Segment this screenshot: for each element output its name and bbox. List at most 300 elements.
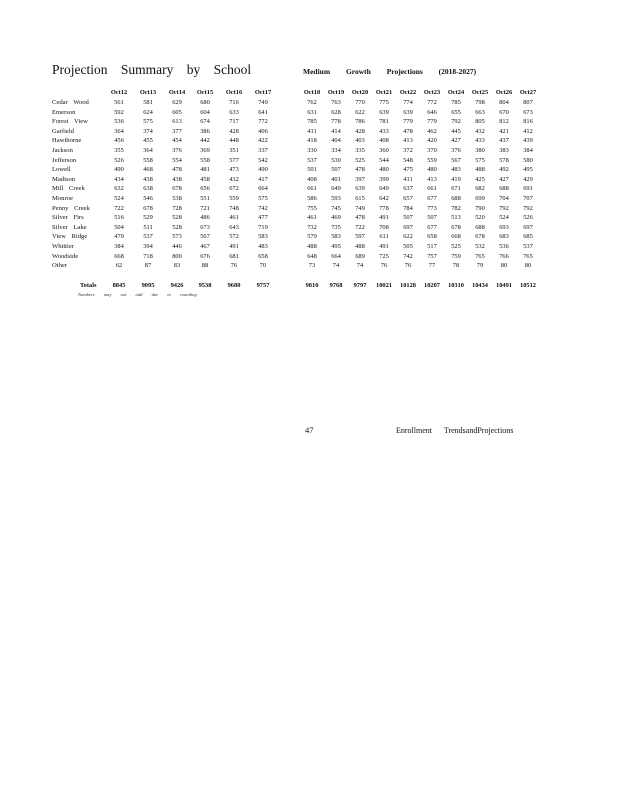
table-cell: 461 xyxy=(307,214,317,222)
table-cell: 749 xyxy=(355,204,365,212)
table-cell: 779 xyxy=(427,118,437,126)
table-cell: 488 xyxy=(307,243,317,250)
table-cell: 408 xyxy=(379,137,389,145)
table-cell: 355 xyxy=(114,147,124,154)
table-cell: 672 xyxy=(229,185,239,193)
table-cell: 611 xyxy=(379,233,389,241)
table-cell: 693 xyxy=(499,223,509,231)
table-cell: 615 xyxy=(355,195,365,202)
table-cell: 446 xyxy=(172,243,182,250)
table-cell: 372 xyxy=(403,147,413,154)
column-header-oct19: Oct19 xyxy=(327,89,345,96)
title-left: Projection Summary by School xyxy=(52,62,252,77)
table-cell: 516 xyxy=(114,214,124,222)
table-cell: 74 xyxy=(332,262,340,270)
table-cell: 575 xyxy=(475,156,485,164)
table-cell: 673 xyxy=(523,108,533,116)
table-cell: 668 xyxy=(114,252,124,260)
table-cell: 775 xyxy=(379,99,389,106)
table-cell: 774 xyxy=(403,99,413,106)
table-cell: 688 xyxy=(475,223,485,231)
table-cell: 663 xyxy=(475,108,485,116)
table-cell: 567 xyxy=(200,233,210,241)
table-cell: 397 xyxy=(355,175,365,183)
table-cell: 495 xyxy=(523,166,533,174)
total-cell: 10021 xyxy=(376,282,392,289)
table-cell: 559 xyxy=(229,195,239,202)
table-cell: 380 xyxy=(475,147,485,154)
table-cell: 475 xyxy=(403,166,413,174)
table-cell: 681 xyxy=(229,252,239,260)
table-cell: 488 xyxy=(475,166,485,174)
table-cell: 528 xyxy=(172,214,182,222)
table-cell: 658 xyxy=(258,252,268,260)
table-cell: 520 xyxy=(475,214,485,222)
table-cell: 577 xyxy=(229,156,239,164)
table-cell: 467 xyxy=(200,243,210,250)
table-cell: 422 xyxy=(258,137,268,145)
table-cell: 433 xyxy=(379,127,389,135)
table-cell: 649 xyxy=(331,185,341,193)
column-header-oct22: Oct22 xyxy=(399,89,417,96)
table-cell: 558 xyxy=(200,156,210,164)
table-cell: 670 xyxy=(499,108,509,116)
table-cell: 505 xyxy=(403,243,413,250)
table-cell: 528 xyxy=(172,223,182,231)
school-name: Lowell xyxy=(52,166,71,174)
school-name: Cedar Wood xyxy=(52,99,89,106)
table-cell: 632 xyxy=(114,185,124,193)
table-cell: 766 xyxy=(499,252,509,260)
table-cell: 765 xyxy=(523,252,533,260)
table-cell: 742 xyxy=(258,204,268,212)
table-cell: 639 xyxy=(379,108,389,116)
table-cell: 438 xyxy=(172,175,182,183)
table-cell: 370 xyxy=(427,147,437,154)
table-cell: 418 xyxy=(307,137,317,145)
column-header-oct20: Oct20 xyxy=(351,89,369,96)
school-name: View Ridge xyxy=(52,233,88,241)
table-cell: 561 xyxy=(114,99,124,106)
table-cell: 631 xyxy=(307,108,317,116)
table-cell: 413 xyxy=(427,175,437,183)
table-cell: 79 xyxy=(476,262,484,270)
table-cell: 495 xyxy=(331,243,341,250)
table-cell: 688 xyxy=(499,185,509,193)
table-cell: 403 xyxy=(355,137,365,145)
table-cell: 708 xyxy=(379,223,389,231)
table-cell: 532 xyxy=(475,243,485,250)
table-cell: 677 xyxy=(427,223,437,231)
table-cell: 678 xyxy=(451,223,461,231)
school-name: Forest View xyxy=(52,118,88,126)
table-cell: 480 xyxy=(379,166,389,174)
table-cell: 678 xyxy=(172,185,182,193)
table-cell: 334 xyxy=(331,147,341,154)
table-cell: 542 xyxy=(258,156,268,164)
table-cell: 490 xyxy=(114,166,124,174)
table-cell: 575 xyxy=(258,195,268,202)
total-cell: 10310 xyxy=(448,282,464,289)
table-cell: 62 xyxy=(115,262,123,270)
table-cell: 580 xyxy=(523,156,533,164)
table-cell: 719 xyxy=(258,223,268,231)
table-cell: 417 xyxy=(258,175,268,183)
table-cell: 438 xyxy=(143,175,153,183)
table-cell: 604 xyxy=(200,108,210,116)
table-cell: 448 xyxy=(229,137,239,145)
school-name: Other xyxy=(52,262,68,270)
total-cell: 9757 xyxy=(256,282,270,289)
school-name: Jefferson xyxy=(52,156,77,164)
total-cell: 8845 xyxy=(112,282,126,289)
table-cell: 772 xyxy=(258,118,268,126)
table-cell: 439 xyxy=(523,137,533,145)
column-header-oct26: Oct26 xyxy=(495,89,513,96)
table-cell: 688 xyxy=(451,195,461,202)
table-cell: 473 xyxy=(229,166,239,174)
table-cell: 78 xyxy=(452,262,460,270)
school-name: Emerson xyxy=(52,108,76,116)
school-name: Hawthorne xyxy=(52,137,82,145)
table-cell: 772 xyxy=(427,99,437,106)
table-cell: 658 xyxy=(427,233,437,241)
table-cell: 507 xyxy=(427,214,437,222)
total-cell: 10207 xyxy=(424,282,440,289)
table-cell: 478 xyxy=(355,166,365,174)
table-cell: 680 xyxy=(200,99,210,106)
table-cell: 579 xyxy=(307,233,317,241)
table-cell: 765 xyxy=(475,252,485,260)
school-name: Garfield xyxy=(52,127,74,135)
table-cell: 790 xyxy=(475,204,485,212)
rounding-note: Numbers may not add due to rounding xyxy=(78,292,197,297)
table-cell: 721 xyxy=(200,204,210,212)
total-cell: 10434 xyxy=(472,282,488,289)
table-cell: 536 xyxy=(499,243,509,250)
table-cell: 691 xyxy=(523,185,533,193)
table-cell: 792 xyxy=(451,118,461,126)
column-header-oct27: Oct27 xyxy=(519,89,537,96)
footer-text: Enrollment TrendsandProjections xyxy=(396,426,514,435)
table-cell: 511 xyxy=(143,223,153,231)
table-cell: 491 xyxy=(229,243,239,250)
table-cell: 488 xyxy=(355,243,365,250)
column-header-oct12: Oct12 xyxy=(110,89,128,96)
table-cell: 786 xyxy=(355,118,365,126)
table-cell: 718 xyxy=(143,252,153,260)
table-cell: 678 xyxy=(143,204,153,212)
table-cell: 745 xyxy=(331,204,341,212)
column-header-oct24: Oct24 xyxy=(447,89,465,96)
table-cell: 792 xyxy=(499,204,509,212)
table-cell: 742 xyxy=(403,252,413,260)
total-cell: 10512 xyxy=(520,282,536,289)
table-cell: 778 xyxy=(331,118,341,126)
table-cell: 411 xyxy=(307,127,317,135)
table-cell: 411 xyxy=(403,175,413,183)
table-cell: 501 xyxy=(307,166,317,174)
table-cell: 537 xyxy=(143,233,153,241)
total-cell: 10128 xyxy=(400,282,416,289)
table-cell: 427 xyxy=(499,175,509,183)
table-cell: 593 xyxy=(331,195,341,202)
table-cell: 661 xyxy=(427,185,437,193)
table-cell: 697 xyxy=(523,223,533,231)
table-cell: 646 xyxy=(427,108,437,116)
table-cell: 80 xyxy=(500,262,508,270)
table-cell: 779 xyxy=(403,118,413,126)
table-cell: 785 xyxy=(451,99,461,106)
table-cell: 369 xyxy=(200,147,210,154)
table-cell: 763 xyxy=(331,99,341,106)
total-cell: 9426 xyxy=(170,282,184,289)
column-header-oct16: Oct16 xyxy=(225,89,243,96)
table-cell: 805 xyxy=(475,118,485,126)
table-cell: 605 xyxy=(172,108,182,116)
table-cell: 725 xyxy=(379,252,389,260)
table-cell: 682 xyxy=(475,185,485,193)
table-cell: 716 xyxy=(229,99,239,106)
table-cell: 537 xyxy=(523,243,533,250)
table-cell: 578 xyxy=(499,156,509,164)
table-cell: 781 xyxy=(379,118,389,126)
table-cell: 785 xyxy=(307,118,317,126)
table-cell: 401 xyxy=(331,175,341,183)
table-cell: 386 xyxy=(200,127,210,135)
table-cell: 639 xyxy=(355,185,365,193)
school-name: Madison xyxy=(52,175,76,183)
school-name: Monroe xyxy=(52,195,73,202)
table-cell: 427 xyxy=(451,137,461,145)
table-cell: 394 xyxy=(143,243,153,250)
total-cell: 9680 xyxy=(227,282,241,289)
table-cell: 76 xyxy=(404,262,412,270)
table-cell: 661 xyxy=(307,185,317,193)
table-cell: 454 xyxy=(172,137,182,145)
total-cell: 9538 xyxy=(198,282,212,289)
table-cell: 707 xyxy=(523,195,533,202)
table-cell: 445 xyxy=(451,127,461,135)
table-cell: 414 xyxy=(331,127,341,135)
table-cell: 770 xyxy=(355,99,365,106)
table-cell: 629 xyxy=(172,99,182,106)
table-cell: 773 xyxy=(427,204,437,212)
table-cell: 478 xyxy=(172,166,182,174)
table-cell: 722 xyxy=(355,223,365,231)
table-cell: 674 xyxy=(200,118,210,126)
table-cell: 697 xyxy=(403,223,413,231)
table-cell: 554 xyxy=(172,156,182,164)
column-header-oct13: Oct13 xyxy=(139,89,157,96)
column-header-oct15: Oct15 xyxy=(196,89,214,96)
table-cell: 704 xyxy=(499,195,509,202)
table-cell: 420 xyxy=(427,137,437,145)
table-cell: 722 xyxy=(114,204,124,212)
school-name: Penny Creek xyxy=(52,204,90,212)
table-cell: 88 xyxy=(201,262,209,270)
column-header-oct17: Oct17 xyxy=(254,89,272,96)
table-cell: 677 xyxy=(427,195,437,202)
table-cell: 419 xyxy=(451,175,461,183)
table-cell: 641 xyxy=(258,108,268,116)
table-cell: 748 xyxy=(229,204,239,212)
column-header-oct21: Oct21 xyxy=(375,89,393,96)
table-cell: 74 xyxy=(356,262,364,270)
school-name: Woodside xyxy=(52,252,79,260)
table-cell: 633 xyxy=(229,108,239,116)
table-cell: 364 xyxy=(114,127,124,135)
table-cell: 77 xyxy=(428,262,436,270)
total-cell: 9797 xyxy=(353,282,367,289)
table-cell: 335 xyxy=(355,147,365,154)
table-cell: 504 xyxy=(114,223,124,231)
table-cell: 717 xyxy=(229,118,239,126)
table-cell: 87 xyxy=(144,262,152,270)
table-cell: 429 xyxy=(523,175,533,183)
table-cell: 816 xyxy=(523,118,533,126)
table-cell: 480 xyxy=(427,166,437,174)
table-cell: 456 xyxy=(114,137,124,145)
table-cell: 526 xyxy=(114,156,124,164)
table-cell: 728 xyxy=(172,204,182,212)
table-cell: 637 xyxy=(403,185,413,193)
table-cell: 524 xyxy=(114,195,124,202)
table-cell: 812 xyxy=(499,118,509,126)
table-cell: 525 xyxy=(355,156,365,164)
table-cell: 483 xyxy=(258,243,268,250)
table-cell: 490 xyxy=(258,166,268,174)
table-cell: 330 xyxy=(307,147,317,154)
school-name: Silver Lake xyxy=(52,223,87,231)
table-cell: 377 xyxy=(172,127,182,135)
table-cell: 784 xyxy=(403,204,413,212)
table-cell: 73 xyxy=(308,262,316,270)
table-cell: 548 xyxy=(403,156,413,164)
table-cell: 538 xyxy=(172,195,182,202)
table-cell: 755 xyxy=(307,204,317,212)
table-cell: 671 xyxy=(451,185,461,193)
table-cell: 80 xyxy=(524,262,532,270)
table-cell: 491 xyxy=(379,214,389,222)
table-cell: 513 xyxy=(451,214,461,222)
total-cell: 9768 xyxy=(329,282,343,289)
school-name: Silver Firs xyxy=(52,214,84,222)
table-cell: 83 xyxy=(173,262,181,270)
table-cell: 699 xyxy=(475,195,485,202)
column-header-oct23: Oct23 xyxy=(423,89,441,96)
table-cell: 657 xyxy=(403,195,413,202)
totals-label: Totals xyxy=(80,282,97,289)
table-cell: 762 xyxy=(307,99,317,106)
table-cell: 478 xyxy=(403,127,413,135)
table-cell: 655 xyxy=(451,108,461,116)
table-cell: 583 xyxy=(258,233,268,241)
table-cell: 732 xyxy=(307,223,317,231)
table-cell: 551 xyxy=(200,195,210,202)
table-cell: 376 xyxy=(451,147,461,154)
table-cell: 486 xyxy=(200,214,210,222)
table-cell: 477 xyxy=(258,214,268,222)
table-cell: 668 xyxy=(451,233,461,241)
table-cell: 575 xyxy=(143,118,153,126)
table-cell: 408 xyxy=(307,175,317,183)
table-cell: 525 xyxy=(451,243,461,250)
table-cell: 735 xyxy=(331,223,341,231)
table-cell: 638 xyxy=(143,185,153,193)
table-cell: 749 xyxy=(258,99,268,106)
school-name: Jackson xyxy=(52,147,73,154)
table-cell: 412 xyxy=(523,127,533,135)
table-cell: 624 xyxy=(143,108,153,116)
table-cell: 581 xyxy=(143,99,153,106)
table-cell: 383 xyxy=(499,147,509,154)
table-cell: 757 xyxy=(427,252,437,260)
table-cell: 507 xyxy=(331,166,341,174)
table-cell: 586 xyxy=(307,195,317,202)
table-cell: 428 xyxy=(355,127,365,135)
table-cell: 643 xyxy=(229,223,239,231)
table-cell: 673 xyxy=(200,223,210,231)
table-cell: 421 xyxy=(499,127,509,135)
table-cell: 337 xyxy=(258,147,268,154)
table-cell: 597 xyxy=(355,233,365,241)
school-name: Mill Creek xyxy=(52,185,85,193)
table-cell: 676 xyxy=(200,252,210,260)
total-cell: 10491 xyxy=(496,282,512,289)
table-cell: 678 xyxy=(475,233,485,241)
table-cell: 360 xyxy=(379,147,389,154)
table-cell: 76 xyxy=(230,262,238,270)
table-cell: 468 xyxy=(143,166,153,174)
table-cell: 559 xyxy=(427,156,437,164)
table-cell: 462 xyxy=(427,127,437,135)
table-cell: 491 xyxy=(379,243,389,250)
table-cell: 455 xyxy=(143,137,153,145)
table-cell: 437 xyxy=(499,137,509,145)
table-cell: 433 xyxy=(475,137,485,145)
table-cell: 384 xyxy=(523,147,533,154)
table-cell: 537 xyxy=(307,156,317,164)
table-cell: 567 xyxy=(451,156,461,164)
table-cell: 759 xyxy=(451,252,461,260)
table-cell: 664 xyxy=(258,185,268,193)
table-cell: 526 xyxy=(523,214,533,222)
table-cell: 492 xyxy=(499,166,509,174)
table-cell: 807 xyxy=(523,99,533,106)
table-cell: 573 xyxy=(172,233,182,241)
table-cell: 524 xyxy=(499,214,509,222)
table-cell: 558 xyxy=(143,156,153,164)
table-cell: 639 xyxy=(403,108,413,116)
table-cell: 642 xyxy=(379,195,389,202)
table-cell: 689 xyxy=(355,252,365,260)
table-cell: 517 xyxy=(427,243,437,250)
title-right: Medium Growth Projections (2018-2027) xyxy=(303,67,477,76)
table-cell: 432 xyxy=(229,175,239,183)
table-cell: 798 xyxy=(475,99,485,106)
table-cell: 572 xyxy=(229,233,239,241)
table-cell: 442 xyxy=(200,137,210,145)
table-cell: 782 xyxy=(451,204,461,212)
table-cell: 536 xyxy=(114,118,124,126)
table-cell: 406 xyxy=(258,127,268,135)
column-header-oct14: Oct14 xyxy=(168,89,186,96)
table-cell: 425 xyxy=(475,175,485,183)
table-cell: 483 xyxy=(451,166,461,174)
table-cell: 622 xyxy=(355,108,365,116)
table-cell: 530 xyxy=(331,156,341,164)
